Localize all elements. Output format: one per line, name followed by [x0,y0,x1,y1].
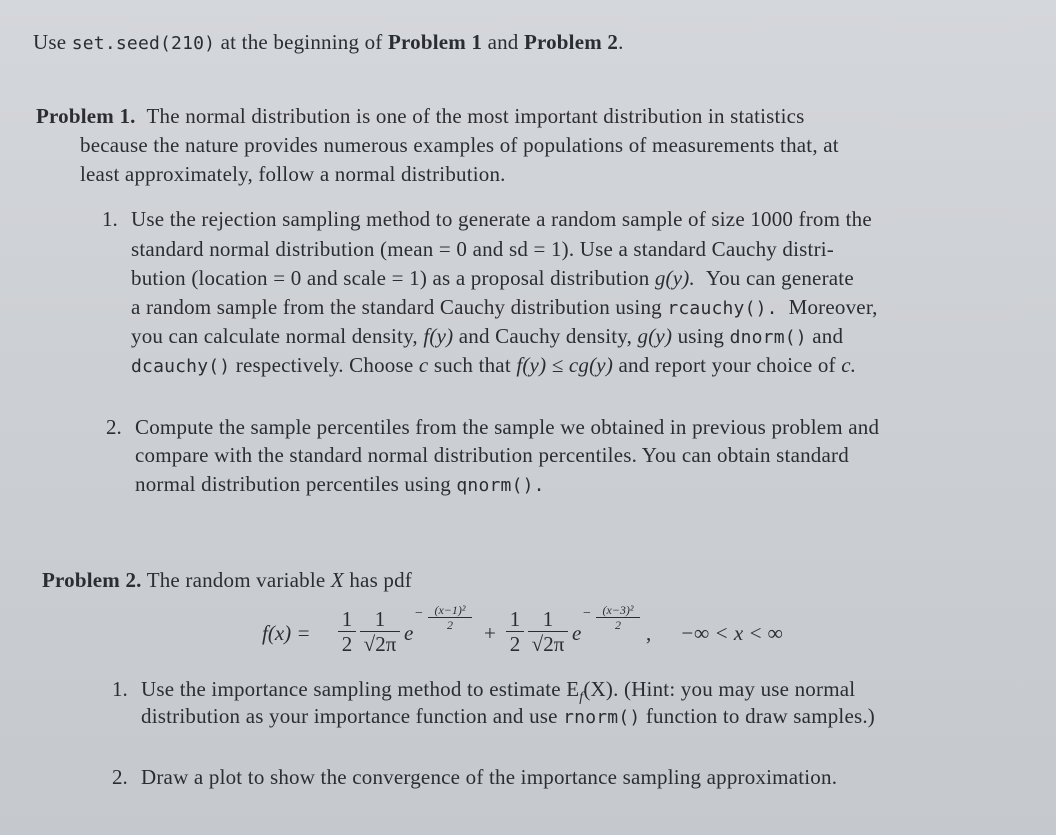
formula-lhs: f(x) = [262,621,311,645]
p1-item1-l2-text: standard normal distribution (mean = 0 and sd = 1). Use a standard Cauchy distri- [131,237,834,261]
p1-item1-l4-b: Moreover, [788,295,878,319]
formula-half-2-num: 1 [509,607,521,631]
p2-item1-number: 1. [112,677,128,701]
p1-item2-l2 [135,441,849,469]
p1-item1-l6-a: respectively. Choose [235,353,414,377]
header-code: set.seed(210) [71,33,216,54]
formula-invsqrt-2-num: 1 [542,607,554,631]
formula-exp2-num: (x−3)² [602,603,634,617]
formula-exp1-num: (x−1)² [434,603,466,617]
formula-invsqrt-1-den: √2π [363,632,397,656]
p1-item1-l5-b: and Cauchy density, [458,324,633,348]
p1-item1-l5-c: using [677,324,725,348]
p2-item1-l1-b: (X). (Hint: you may use normal [583,677,856,701]
formula-half-2 [506,608,524,655]
p1-item2-l3-code: qnorm(). [456,475,545,496]
p1-item1-number: 1. [102,207,118,231]
p1-item1-l2 [131,235,834,263]
header-use: Use [33,30,67,54]
p1-item1-l5-d: and [812,324,844,348]
p1-item2-number: 2. [106,415,122,439]
p2-item2-number: 2. [112,765,128,789]
p1-item1-l5 [131,322,843,352]
problem2-intro-var: X [330,568,344,592]
p2-item2-l1 [141,763,837,791]
header-and: and [487,30,519,54]
problem1-line2 [80,131,839,159]
p2-item1-l1-a: Use the importance sampling method to estimate E [141,677,580,701]
formula-half-1-num: 1 [341,607,353,631]
problem1-intro-l3: least approximately, follow a normal distribution. [80,162,506,186]
problem1-intro-l2: because the nature provides numerous examples of populations of measurements that, at [80,133,839,157]
problem2-intro-a: The random variable [146,568,326,592]
formula-invsqrt-1 [360,608,400,655]
formula-exp1 [428,604,472,631]
p1-item1-l3-b: You can generate [705,266,854,290]
p1-item1-l4 [131,293,878,323]
formula-invsqrt-2 [528,608,568,655]
formula-e-1: e [404,621,414,645]
p1-item1-l4-a: a random sample from the standard Cauchy distribution using [131,295,662,319]
p1-item1-l6-ineq: f(y) ≤ cg(y) [516,353,614,377]
p1-item1-l6 [131,351,856,381]
formula-invsqrt-1-num: 1 [374,607,386,631]
formula-exp2-den: 2 [615,618,621,632]
header-end: . [618,30,624,54]
p2-item1-l2-a: distribution as your importance function and use [141,704,558,728]
p2-item1-l1-sub: f [579,690,584,706]
p1-item1-l5-a: you can calculate normal density, [131,324,418,348]
formula-half-2-den: 2 [509,632,521,656]
p2-item1-l2 [141,702,875,732]
problem1-line3 [80,160,506,188]
problem2-intro-b: has pdf [349,568,412,592]
problem1-heading: Problem 1. [36,104,136,128]
problem1-intro-l1: The normal distribution is one of the most important distribution in statistics [146,104,805,128]
formula-exp1-sign: − [415,606,423,621]
p1-item1-l3-fn: g(y). [654,266,695,290]
problem1-line1 [36,102,805,130]
header-problem2: Problem 2 [523,30,619,54]
p1-item2-l2-text: compare with the standard normal distribution percentiles. You can obtain standard [135,443,849,467]
formula-domain: −∞ < x < ∞ [680,621,783,645]
p1-item1-l3 [131,264,854,292]
formula-invsqrt-2-den: √2π [531,632,565,656]
problem2-heading: Problem 2. [42,568,142,592]
formula-exp1-den: 2 [447,618,453,632]
header-line [33,28,624,58]
formula-comma: , [646,621,652,645]
formula-e-2: e [572,621,582,645]
p1-item1-l4-code: rcauchy(). [667,298,778,319]
formula-half-1 [338,608,356,655]
p2-item1-l2-code: rnorm() [563,707,641,728]
p1-item1-l1 [131,205,872,233]
header-problem1: Problem 1 [387,30,483,54]
p1-item1-l5-code: dnorm() [729,327,807,348]
formula-plus: + [484,621,496,645]
p1-item1-l3-a: bution (location = 0 and scale = 1) as a proposal distribution [131,266,650,290]
p1-item2-l1-text: Compute the sample percentiles from the sample we obtained in previous problem and [135,415,880,439]
header-mid: at the beginning of [220,30,383,54]
p1-item1-l6-c: c [418,353,429,377]
problem2-line1 [42,566,412,594]
p2-item1-l2-b: function to draw samples.) [645,704,876,728]
p1-item1-l5-f: f(y) [423,324,454,348]
p1-item2-l1 [135,413,879,441]
p1-item1-l1-text: Use the rejection sampling method to generate a random sample of size 1000 from the [131,207,872,231]
p1-item2-l3 [135,470,545,500]
p1-item1-l5-g: g(y) [637,324,673,348]
p2-item2-l1-text: Draw a plot to show the convergence of the importance sampling approximation. [141,765,838,789]
formula-half-1-den: 2 [341,632,353,656]
p1-item1-l6-b: such that [433,353,511,377]
formula-exp2-sign: − [583,606,591,621]
pdf-formula [262,604,822,664]
p1-item1-l6-code: dcauchy() [131,356,231,377]
p1-item1-l6-d: and report your choice of [618,353,836,377]
p1-item1-l6-c2: c. [841,353,857,377]
p1-item2-l3-a: normal distribution percentiles using [135,472,451,496]
formula-exp2 [596,604,640,631]
